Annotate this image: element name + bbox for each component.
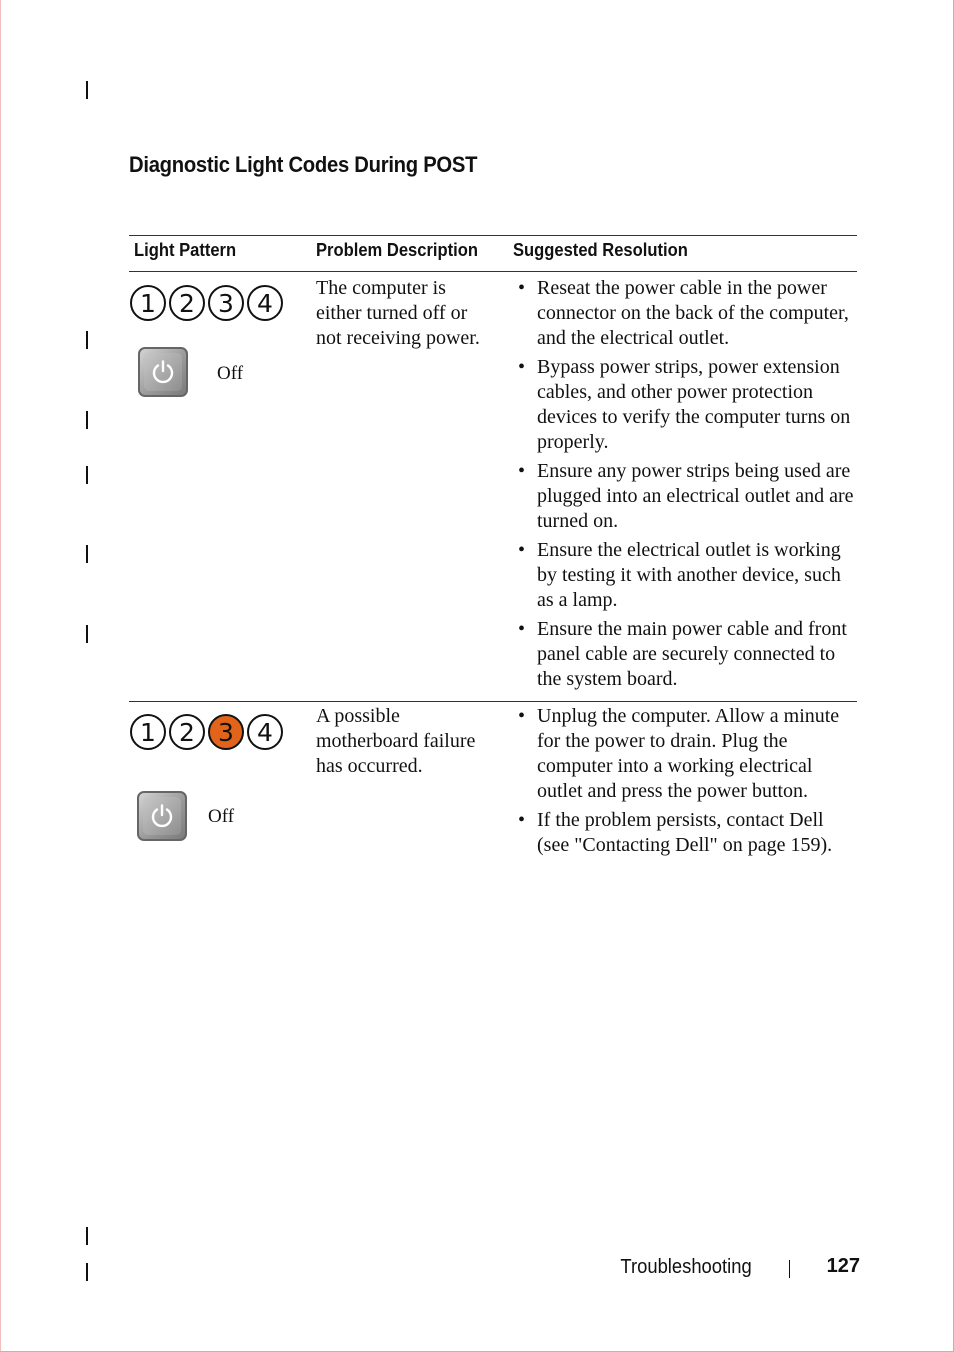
footer-separator	[789, 1260, 790, 1278]
power-light-state: Off	[217, 363, 244, 384]
page-number: 127	[826, 1255, 860, 1277]
power-symbol-icon	[149, 358, 177, 386]
margin-change-bar	[86, 1263, 88, 1281]
page-edge-left	[0, 0, 1, 1352]
header-light-pattern: Light Pattern	[134, 240, 237, 260]
table-header-rule	[129, 271, 857, 272]
power-symbol-icon	[148, 802, 176, 830]
row-divider	[129, 701, 857, 702]
power-button-icon	[138, 347, 188, 397]
resolution-item: • Ensure the electrical outlet is working by testing it with another device, such as a lamp.	[515, 538, 860, 613]
diagnostic-lights	[130, 714, 283, 750]
diagnostic-lights	[130, 285, 283, 321]
diagnostic-light-1: 1	[130, 285, 166, 321]
margin-change-bar	[86, 411, 88, 429]
page-title: Diagnostic Light Codes During POST	[129, 152, 478, 177]
diagnostic-light-2: 2	[169, 285, 205, 321]
diagnostic-light-3-amber: 3	[208, 714, 244, 750]
diagnostic-light-3: 3	[208, 285, 244, 321]
resolution-item: • Unplug the computer. Allow a minute for the power to drain. Plug the computer into a working electrical outlet and press the power button.	[515, 704, 860, 804]
resolution-list	[515, 276, 860, 696]
header-suggested-resolution: Suggested Resolution	[513, 240, 688, 260]
table-top-rule	[129, 235, 857, 236]
power-button-icon	[137, 791, 187, 841]
diagnostic-light-4: 4	[247, 285, 283, 321]
margin-change-bar	[86, 331, 88, 349]
problem-description: A possible motherboard failure has occurred.	[316, 705, 476, 777]
resolution-item: • Ensure any power strips being used are plugged into an electrical outlet and are turned on.	[515, 459, 860, 534]
resolution-item: • Reseat the power cable in the power connector on the back of the computer, and the electrical outlet.	[515, 276, 860, 351]
resolution-item: • Ensure the main power cable and front panel cable are securely connected to the system board.	[515, 617, 860, 692]
diagnostic-light-1: 1	[130, 714, 166, 750]
margin-change-bar	[86, 81, 88, 99]
diagnostic-light-2: 2	[169, 714, 205, 750]
resolution-list	[515, 704, 860, 862]
diagnostic-light-4: 4	[247, 714, 283, 750]
power-light-state: Off	[208, 806, 235, 827]
margin-change-bar	[86, 1227, 88, 1245]
header-problem-description: Problem Description	[316, 240, 478, 260]
footer-section-name: Troubleshooting	[620, 1256, 752, 1278]
margin-change-bar	[86, 545, 88, 563]
resolution-item: • If the problem persists, contact Dell (see "Contacting Dell" on page 159).	[515, 808, 860, 858]
problem-description: The computer is either turned off or not receiving power.	[316, 277, 480, 349]
margin-change-bar	[86, 625, 88, 643]
resolution-item: • Bypass power strips, power extension cables, and other power protection devices to verify the computer turns on properly.	[515, 355, 860, 455]
margin-change-bar	[86, 466, 88, 484]
